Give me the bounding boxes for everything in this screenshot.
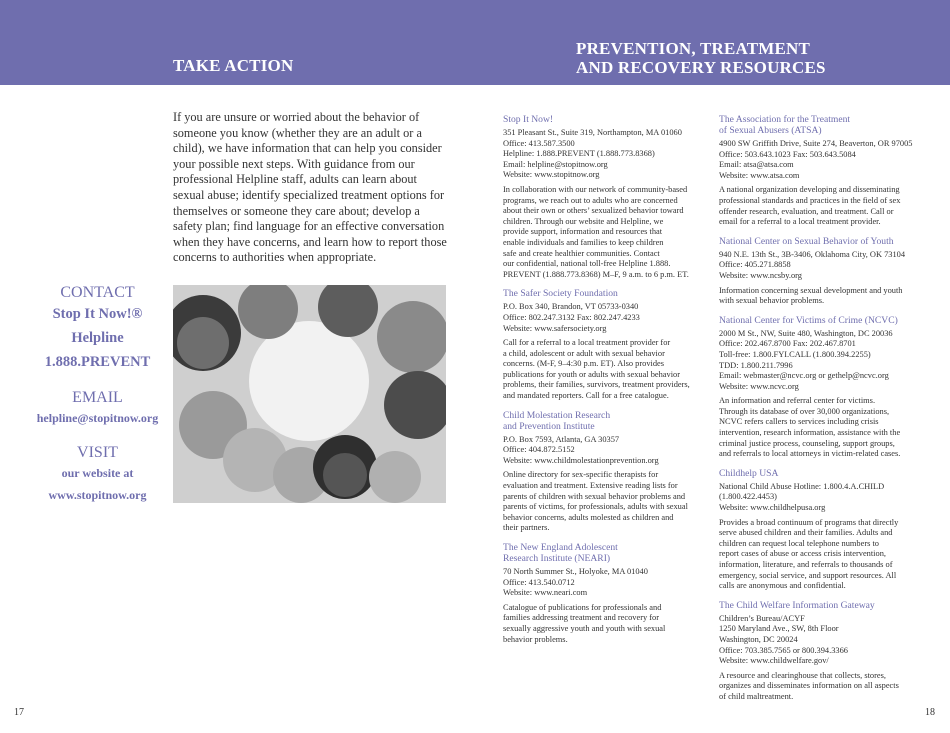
resource-title: The Child Welfare Information Gateway	[719, 599, 875, 611]
contact-org: Stop It Now!®	[52, 306, 143, 322]
resource-description: Call for a referral to a local treatment provider for a child, adolescent or adult with sexual behavior concerns. (M-F, 9–4:30 p.m. ET). Also provides publications for youth or adults with sexual behavior problems, their families, survivors, treatment providers, and mandated reporters. Call for a free catalogue.	[503, 338, 690, 401]
contact-block	[20, 283, 175, 506]
resource-description: Catalogue of publications for professionals and families addressing treatment and recovery for sexually aggressive youth and youth with sexual behavior problems.	[503, 602, 666, 644]
resource-description: Provides a broad continuum of programs that directly serve abused children and their families. Adults and children can request local telephone numbers to report cases of abuse or access crisis intervention, information, literature, and referrals to thousands of emergency, social service, and support resources. All calls are anonymous and confidential.	[719, 517, 899, 591]
resource-item	[719, 114, 929, 228]
resource-title: The Safer Society Foundation	[503, 288, 618, 300]
resource-description: An information and referral center for victims. Through its database of over 30,000 organizations, NCVC refers callers to services including crisis intervention, research information, assistance with the criminal justice process, counseling, support groups, and referrals to local attorneys in victim-related cases.	[719, 396, 901, 459]
resource-contact: P.O. Box 7593, Atlanta, GA 30357 Office: 404.872.5152 Website: www.childmolestationprevention.org	[503, 434, 659, 465]
resource-contact: P.O. Box 340, Brandon, VT 05733-0340 Office: 802.247.3132 Fax: 802.247.4233 Website: www.safersociety.org	[503, 302, 640, 333]
resource-contact: 4900 SW Griffith Drive, Suite 274, Beaverton, OR 97005 Office: 503.643.1023 Fax: 503.643.5084 Email: atsa@atsa.com Website: www.atsa.com	[719, 139, 913, 180]
contact-heading: CONTACT	[60, 284, 135, 301]
resource-title: Childhelp USA	[719, 467, 779, 479]
resource-item	[719, 468, 929, 592]
resource-contact: 351 Pleasant St., Suite 319, Northampton, MA 01060 Office: 413.587.3500 Helpline: 1.888.PREVENT (1.888.773.8368) Email: helpline@stopitnow.org Website: www.stopitnow.org	[503, 128, 682, 180]
resource-contact: 940 N.E. 13th St., 3B-3406, Oklahoma City, OK 73104 Office: 405.271.8858 Website: www.ncsby.org	[719, 249, 906, 280]
email-heading: EMAIL	[72, 389, 123, 406]
resource-contact: 70 North Summer St., Holyoke, MA 01040 Office: 413.540.0712 Website: www.neari.com	[503, 567, 648, 598]
email-link[interactable]: helpline@stopitnow.org	[36, 411, 159, 425]
intro-paragraph: If you are unsure or worried about the behavior of someone you know (whether they are an adult or a child), we have information that can help you consider your possible next steps. With guidance from our professional Helpline staff, adults can learn about sexual abuse; identify specialized treatment options for themselves or someone they care about; develop a safety plan; find language for an effective conversation when they have concerns, and learn how to report those concerns to authorities when appropriate.	[173, 110, 447, 265]
resource-title: The New England Adolescent Research Institute (NEARI)	[503, 542, 618, 564]
children-photo	[173, 285, 446, 503]
resource-description: In collaboration with our network of community-based programs, we reach out to adults who are concerned about their own or others’ sexualized behavior toward children. Through our website and Helpline, we provide support, information and resources that enable individuals and families to keep children safe and create healthier communities. Contact our confidential, national toll-free Helpline 1.888. PREVENT (1.888.773.8368) M–F, 9 a.m. to 6 p.m. ET.	[503, 184, 689, 279]
resource-title: Stop It Now!	[503, 114, 554, 125]
resource-description: A national organization developing and disseminating professional standards and practices in the field of sex offender research, evaluation, and treatment. Call or email for a referral to a local treatment provider.	[719, 185, 901, 227]
resources-column-1	[503, 114, 708, 653]
resource-title: National Center for Victims of Crime (NCVC)	[719, 314, 898, 326]
resource-item	[503, 410, 708, 534]
helpline-phone[interactable]: 1.888.PREVENT	[44, 354, 151, 370]
resource-contact: National Child Abuse Hotline: 1.800.4.A.CHILD (1.800.422.4453) Website: www.childhelpusa.org	[719, 481, 885, 513]
visit-text: our website at	[61, 466, 134, 480]
page-number-left: 17	[14, 707, 24, 718]
resource-contact: Children’s Bureau/ACYF 1250 Maryland Ave., SW, 8th Floor Washington, DC 20024 Office: 703.385.7565 or 800.394.3366 Website: www.childwelfare.gov/	[719, 613, 848, 666]
resource-title: The Association for the Treatment of Sexual Abusers (ATSA)	[719, 114, 851, 136]
resource-item	[503, 542, 708, 645]
resources-heading: PREVENTION, TREATMENT AND RECOVERY RESOURCES	[576, 39, 826, 77]
resource-description: Online directory for sex-specific therapists for evaluation and treatment. Extensive reading lists for parents of children with sexual behavior problems and parents of victims, for professionals, adults with sexual behavior concerns, adults molested as children and their partners.	[503, 470, 688, 533]
resource-title: National Center on Sexual Behavior of Youth	[719, 235, 894, 247]
resource-item	[719, 315, 929, 460]
resource-item	[503, 114, 708, 280]
resource-item	[503, 288, 708, 401]
take-action-heading: TAKE ACTION	[173, 56, 294, 75]
page-number-right: 18	[925, 707, 935, 718]
helpline-label: Helpline	[71, 330, 124, 346]
visit-heading: VISIT	[77, 444, 118, 461]
resource-item	[719, 236, 929, 307]
resources-column-2	[719, 114, 929, 711]
resource-title: Child Molestation Research and Prevention Institute	[503, 409, 611, 432]
resource-contact: 2000 M St., NW, Suite 480, Washington, DC 20036 Office: 202.467.8700 Fax: 202.467.8701 Toll-free: 1.800.FYI.CALL (1.800.394.2255) TDD: 1.800.211.7996 Email: webmaster@ncvc.org or gethelp@ncvc.org Website: www.ncvc.org	[719, 328, 893, 391]
children-photo-illustration	[173, 285, 446, 503]
resource-description: A resource and clearinghouse that collects, stores, organizes and disseminates information on all aspects of child maltreatment.	[719, 670, 899, 701]
resource-description: Information concerning sexual development and youth with sexual behavior problems.	[719, 285, 903, 306]
resource-item	[719, 600, 929, 703]
website-link[interactable]: www.stopitnow.org	[48, 488, 147, 502]
